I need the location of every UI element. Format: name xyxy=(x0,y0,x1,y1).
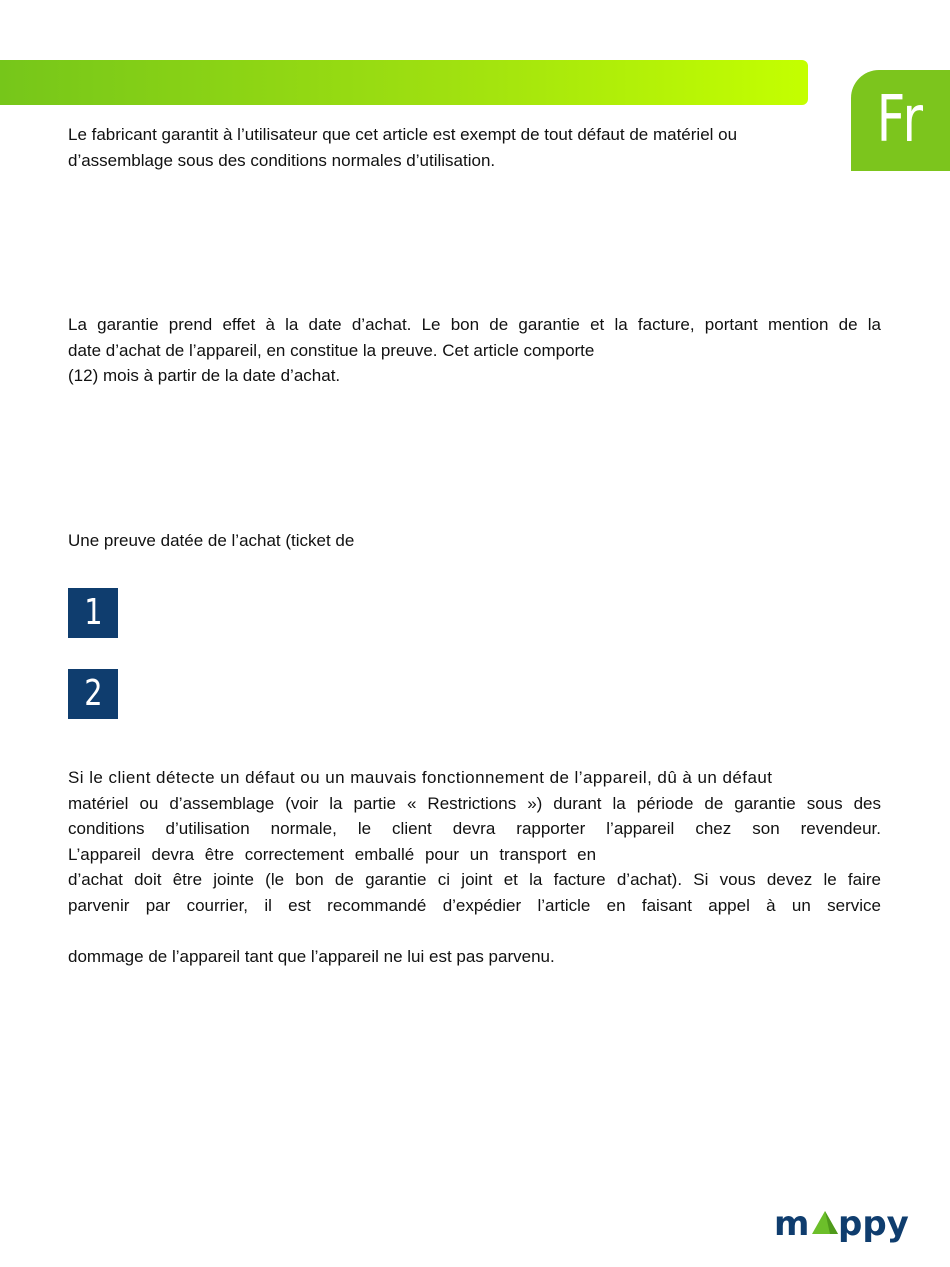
number-box-label: 2 xyxy=(83,673,103,714)
text-line: matériel ou d’assemblage (voir la partie « Restrictions ») durant la période de garantie sous des xyxy=(68,793,881,813)
text-line: Le fabricant garantit à l’utilisateur que cet article est exempt de tout défaut de matériel ou xyxy=(68,125,738,144)
logo-letter-m: m xyxy=(774,1204,810,1244)
language-tab-label: Fr xyxy=(876,83,925,157)
logo-letters-ppy: ppy xyxy=(838,1204,909,1244)
paragraph-proof-of-purchase xyxy=(68,528,881,554)
text-line: Une preuve datée de l’achat (ticket de xyxy=(68,531,355,550)
number-box-1 xyxy=(68,588,118,638)
number-box-2 xyxy=(68,669,118,719)
text-line: dommage de l’appareil tant que l’appareil ne lui est pas parvenu. xyxy=(68,946,555,966)
header-bar xyxy=(0,60,808,105)
paragraph-warranty-intro xyxy=(68,122,881,173)
text-line: parvenir par courrier, il est recommandé d’expédier l’article en faisant appel à un service xyxy=(68,895,881,915)
text-line: La garantie prend effet à la date d’achat. Le bon de garantie et la facture, portant mention de la xyxy=(68,315,881,334)
text-line: conditions d’utilisation normale, le client devra rapporter l’appareil chez son revendeur. xyxy=(68,819,881,838)
text-line: L’appareil devra être correctement emballé pour un transport en xyxy=(68,844,597,864)
text-line xyxy=(68,918,881,944)
text-line: Si le client détecte un défaut ou un mauvais fonctionnement de l’appareil, dû à un défaut xyxy=(68,768,773,787)
mappy-logo xyxy=(772,1203,912,1247)
text-line: date d’achat de l’appareil, en constitue la preuve. Cet article comporte xyxy=(68,340,595,360)
number-box-label: 1 xyxy=(83,592,103,633)
paragraph-warranty-start xyxy=(68,312,881,389)
text-line: d’assemblage sous des conditions normales d’utilisation. xyxy=(68,150,496,170)
paragraph-defect-procedure xyxy=(68,765,881,969)
text-line: d’achat doit être jointe (le bon de garantie ci joint et la facture d’achat). Si vous devez le faire xyxy=(68,870,881,889)
text-line: (12) mois à partir de la date d’achat. xyxy=(68,366,341,385)
